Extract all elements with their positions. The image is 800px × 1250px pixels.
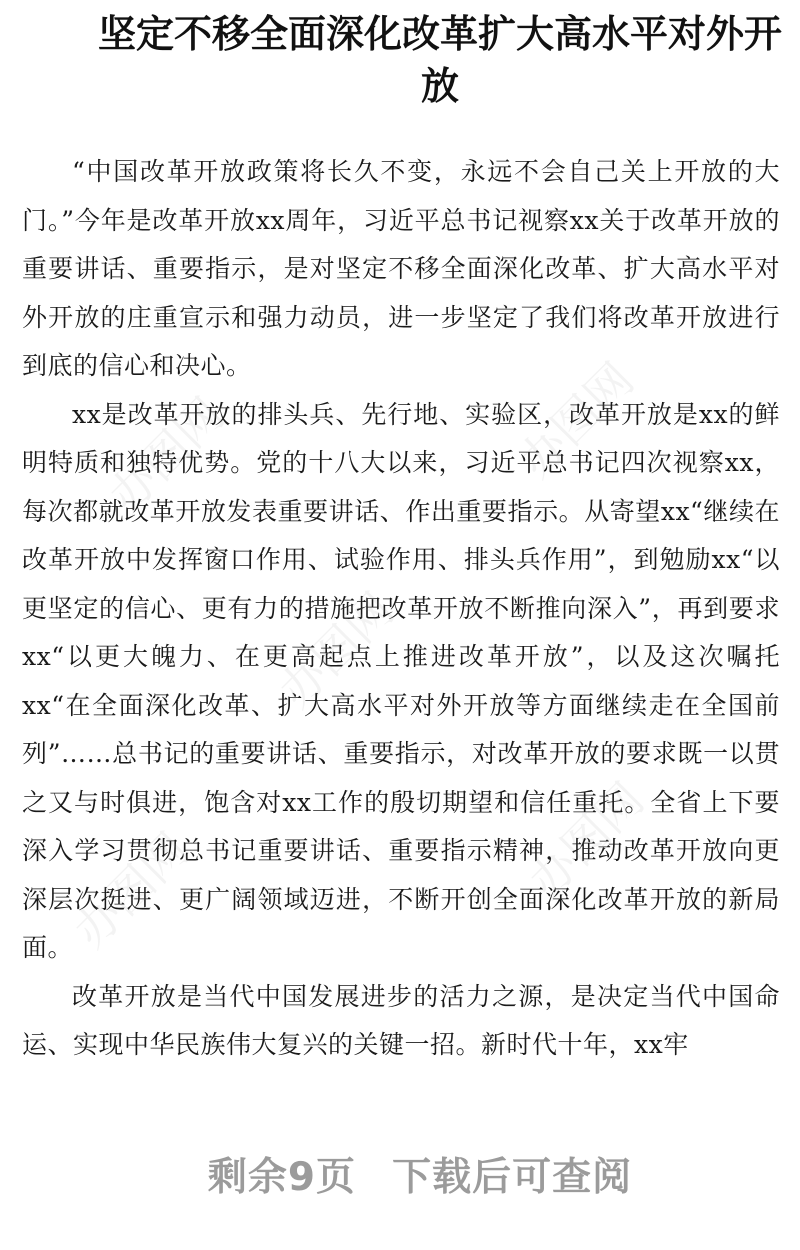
watermark: 办图网	[63, 822, 200, 959]
document-body	[22, 148, 780, 1070]
download-to-view-label[interactable]: 下载后可查阅	[392, 1155, 633, 1200]
download-prompt[interactable]	[0, 1146, 800, 1202]
watermark: 办图网	[508, 352, 645, 489]
watermark: 办图网	[518, 772, 655, 909]
watermark: 办图网	[268, 582, 405, 719]
paragraph-2: xx是改革开放的排头兵、先行地、实验区，改革开放是xx的鲜明特质和独特优势。党的十八大以来，习近平总书记四次视察xx，每次都就改革开放发表重要讲话、作出重要指示。从寄望xx“继续在改革开放中发挥窗口作用、试验作用、排头兵作用”，到勉励xx“以更坚定的信心、更有力的措施把改革开放不断推向深入”，再到要求xx“以更大魄力、在更高起点上推进改革开放”，以及这次嘱托xx“在全面深化改革、扩大高水平对外开放等方面继续走在全国前列”……总书记的重要讲话、重要指示，对改革开放的要求既一以贯之又与时俱进，饱含对xx工作的殷切期望和信任重托。全省上下要深入学习贯彻总书记重要讲话、重要指示精神，推动改革开放向更深层次挺进、更广阔领域迈进，不断开创全面深化改革开放的新局面。	[22, 399, 780, 962]
paragraph-1: “中国改革开放政策将长久不变，永远不会自己关上开放的大门。”今年是改革开放xx周年，习近平总书记视察xx关于改革开放的重要讲话、重要指示，是对坚定不移全面深化改革、扩大高水平对外开放的庄重宣示和强力动员，进一步坚定了我们将改革开放进行到底的信心和决心。	[22, 157, 780, 380]
remaining-pages-label: 剩余9页	[207, 1155, 357, 1200]
document-title: 坚定不移全面深化改革扩大高水平对外开放	[97, 12, 782, 108]
paragraph-3: 改革开放是当代中国发展进步的活力之源，是决定当代中国命运、实现中华民族伟大复兴的关键一招。新时代十年，xx牢	[22, 981, 780, 1059]
watermark: 办图网	[98, 387, 235, 524]
